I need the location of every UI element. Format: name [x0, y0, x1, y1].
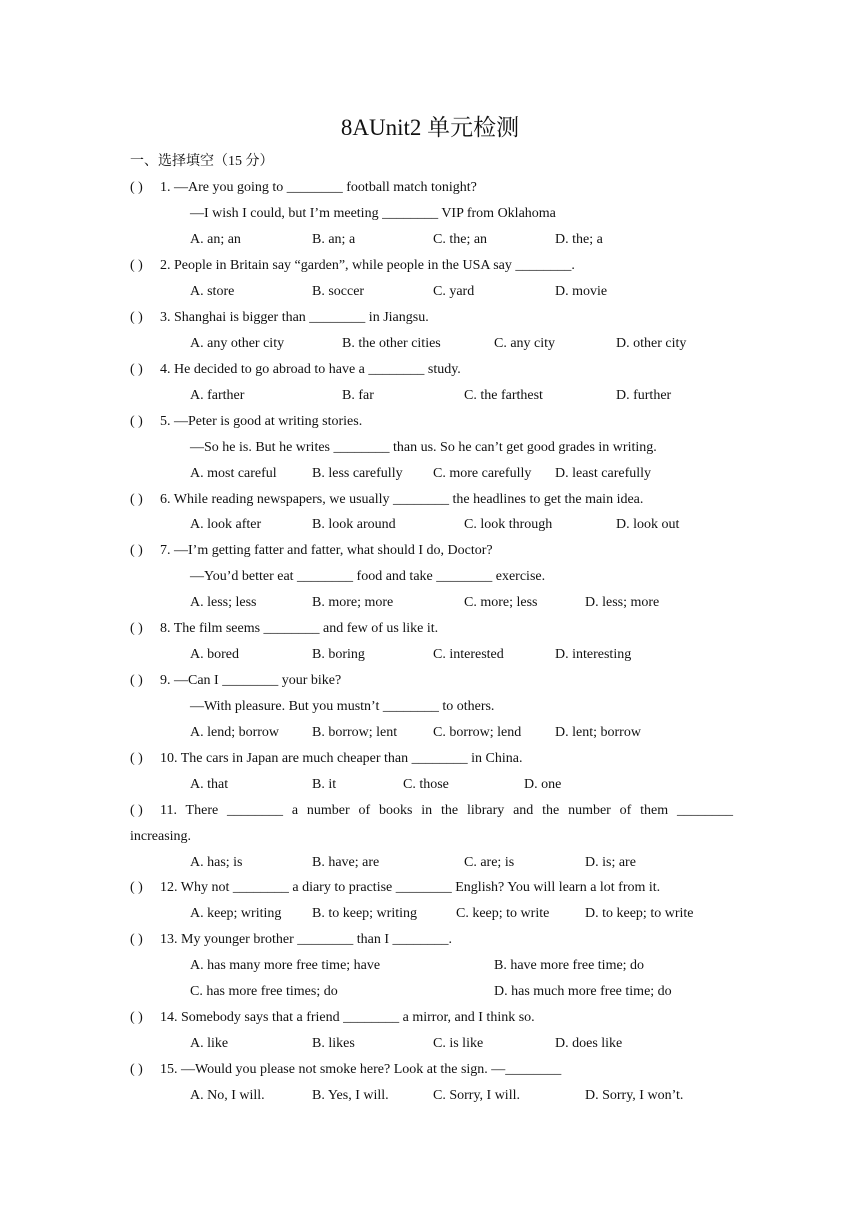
- question-10: [130, 749, 733, 769]
- option-b: B. boring: [312, 647, 365, 662]
- question-stem: 4. He decided to go abroad to have a ________ study.: [160, 362, 461, 377]
- question-stem: 7. —I’m getting fatter and fatter, what should I do, Doctor?: [160, 543, 493, 558]
- answer-blank: ( ): [130, 362, 143, 377]
- option-d: D. lent; borrow: [555, 725, 641, 740]
- option-c: C. look through: [464, 517, 553, 532]
- question-8: [130, 619, 733, 639]
- answer-blank: ( ): [130, 543, 143, 558]
- question-stem: 8. The film seems ________ and few of us like it.: [160, 621, 439, 636]
- option-d: D. interesting: [555, 647, 632, 662]
- section-heading: 一、选择填空（15 分）: [130, 154, 274, 169]
- option-a: A. store: [190, 284, 235, 299]
- option-c: C. those: [403, 777, 449, 792]
- answer-blank: ( ): [130, 932, 143, 947]
- question-15: [130, 1060, 733, 1080]
- answer-blank: ( ): [130, 180, 143, 195]
- option-b: B. it: [312, 777, 337, 792]
- option-d: D. look out: [616, 517, 680, 532]
- question-stem: 3. Shanghai is bigger than ________ in Jiangsu.: [160, 310, 429, 325]
- option-d: D. further: [616, 388, 672, 403]
- question-1: [130, 178, 733, 198]
- question-stem: 14. Somebody says that a friend ________ a mirror, and I think so.: [160, 1010, 535, 1025]
- question-14: [130, 1008, 733, 1028]
- option-a: A. that: [190, 777, 229, 792]
- option-b: B. soccer: [312, 284, 365, 299]
- option-b: B. far: [342, 388, 374, 403]
- option-d: D. the; a: [555, 232, 603, 247]
- question-stem: 12. Why not ________ a diary to practise ________ English? You will learn a lot from it.: [160, 880, 661, 895]
- page-title: 8AUnit2 单元检测: [340, 115, 520, 140]
- question-2: [130, 256, 733, 276]
- question-6: [130, 490, 733, 510]
- answer-blank: ( ): [130, 621, 143, 636]
- answer-blank: ( ): [130, 1010, 143, 1025]
- answer-blank: ( ): [130, 310, 143, 325]
- option-a: A. an; an: [190, 232, 241, 247]
- option-a: A. bored: [190, 647, 239, 662]
- question-7: [130, 541, 733, 561]
- option-a: A. farther: [190, 388, 245, 403]
- question-stem: 1. —Are you going to ________ football match tonight?: [160, 180, 477, 195]
- question-stem: 6. While reading newspapers, we usually ________ the headlines to get the main idea.: [160, 492, 644, 507]
- question-continuation: —So he is. But he writes ________ than us. So he can’t get good grades in writing.: [190, 440, 657, 455]
- option-b: B. to keep; writing: [312, 906, 417, 921]
- option-c: C. the; an: [433, 232, 488, 247]
- answer-blank: ( ): [130, 880, 143, 895]
- question-stem: 9. —Can I ________ your bike?: [160, 673, 342, 688]
- option-d: D. other city: [616, 336, 687, 351]
- answer-blank: ( ): [130, 414, 143, 429]
- question-continuation: —You’d better eat ________ food and take ________ exercise.: [190, 569, 546, 584]
- question-stem: 10. The cars in Japan are much cheaper than ________ in China.: [160, 751, 523, 766]
- option-b: B. likes: [312, 1036, 355, 1051]
- option-c: C. the farthest: [464, 388, 543, 403]
- option-a: A. No, I will.: [190, 1088, 265, 1103]
- option-d: D. is; are: [585, 855, 636, 870]
- option-d: D. does like: [555, 1036, 623, 1051]
- option-a: A. like: [190, 1036, 229, 1051]
- option-b: B. an; a: [312, 232, 356, 247]
- answer-blank: ( ): [130, 751, 143, 766]
- question-stem: 11. There ________ a number of books in the library and the number of them ________: [160, 803, 733, 818]
- option-c: C. yard: [433, 284, 475, 299]
- option-c: C. is like: [433, 1036, 484, 1051]
- option-c: C. keep; to write: [456, 906, 550, 921]
- question-stem: 2. People in Britain say “garden”, while people in the USA say ________.: [160, 258, 575, 273]
- option-a: A. look after: [190, 517, 262, 532]
- option-c: C. more carefully: [433, 466, 532, 481]
- option-c: C. are; is: [464, 855, 515, 870]
- question-4: [130, 360, 733, 380]
- option-d: D. movie: [555, 284, 608, 299]
- question-stem: 15. —Would you please not smoke here? Look at the sign. —________: [160, 1062, 562, 1077]
- option-b: B. look around: [312, 517, 396, 532]
- option-d: D. Sorry, I won’t.: [585, 1088, 684, 1103]
- option-c: C. borrow; lend: [433, 725, 522, 740]
- answer-blank: ( ): [130, 803, 143, 818]
- answer-blank: ( ): [130, 1062, 143, 1077]
- option-b: B. Yes, I will.: [312, 1088, 389, 1103]
- question-continuation: —With pleasure. But you mustn’t ________ to others.: [190, 699, 495, 714]
- question-9: [130, 671, 733, 691]
- option-d: D. least carefully: [555, 466, 652, 481]
- option-b: B. borrow; lent: [312, 725, 398, 740]
- option-a: A. any other city: [190, 336, 285, 351]
- option-c: C. more; less: [464, 595, 538, 610]
- answer-blank: ( ): [130, 258, 143, 273]
- option-c: C. interested: [433, 647, 504, 662]
- option-a: A. has; is: [190, 855, 243, 870]
- option-a: A. less; less: [190, 595, 257, 610]
- option-d: D. one: [524, 777, 562, 792]
- option-a: A. most careful: [190, 466, 277, 481]
- question-continuation: increasing.: [130, 829, 192, 844]
- option-a: A. has many more free time; have: [190, 958, 381, 973]
- option-c: C. has more free times; do: [190, 984, 338, 999]
- option-a: A. lend; borrow: [190, 725, 280, 740]
- option-b: B. less carefully: [312, 466, 403, 481]
- answer-blank: ( ): [130, 673, 143, 688]
- option-b: B. more; more: [312, 595, 394, 610]
- question-stem: 13. My younger brother ________ than I ________.: [160, 932, 453, 947]
- question-3: [130, 308, 733, 328]
- option-d: D. less; more: [585, 595, 660, 610]
- option-b: B. have more free time; do: [494, 958, 645, 973]
- option-d: D. has much more free time; do: [494, 984, 672, 999]
- question-13: [130, 930, 733, 950]
- option-c: C. any city: [494, 336, 556, 351]
- option-a: A. keep; writing: [190, 906, 282, 921]
- answer-blank: ( ): [130, 492, 143, 507]
- question-continuation: —I wish I could, but I’m meeting ________ VIP from Oklahoma: [190, 206, 556, 221]
- option-b: B. the other cities: [342, 336, 441, 351]
- option-c: C. Sorry, I will.: [433, 1088, 520, 1103]
- option-b: B. have; are: [312, 855, 380, 870]
- question-5: [130, 412, 733, 432]
- question-12: [130, 878, 733, 898]
- question-stem: 5. —Peter is good at writing stories.: [160, 414, 363, 429]
- option-d: D. to keep; to write: [585, 906, 694, 921]
